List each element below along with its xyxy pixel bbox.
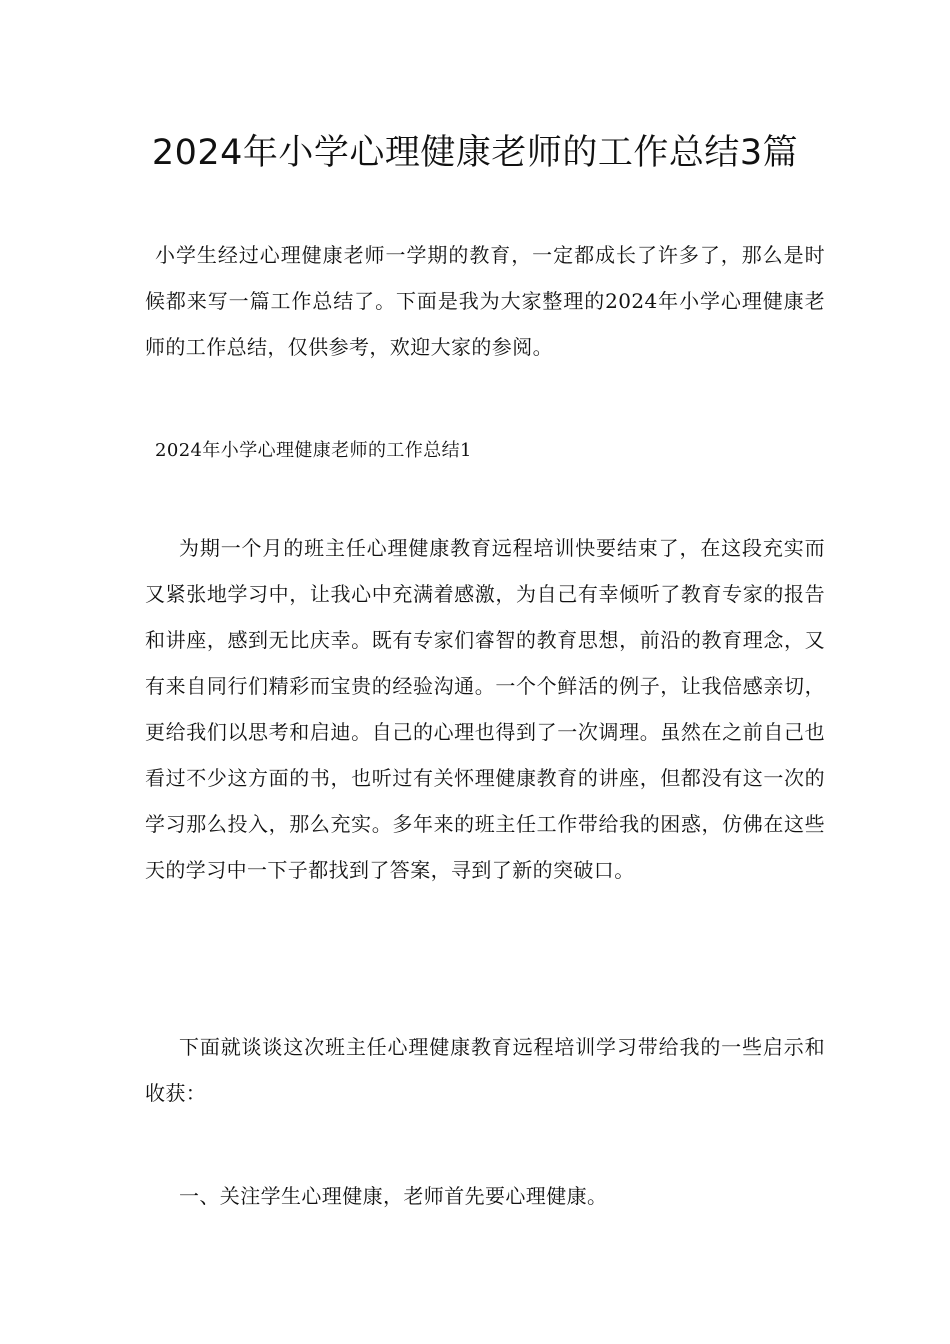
section-heading: 2024年小学心理健康老师的工作总结1 [155,440,472,461]
document-title: 2024年小学心理健康老师的工作总结3篇 [151,133,799,173]
body-paragraph: 下面就谈谈这次班主任心理健康教育远程培训学习带给我的一些启示和收获： [145,1035,825,1105]
intro-paragraph: 小学生经过心理健康老师一学期的教育，一定都成长了许多了，那么是时候都来写一篇工作总结了。下面是我为大家整理的2024年小学心理健康老师的工作总结，仅供参考，欢迎大家的参阅。 [145,243,825,359]
body-paragraph: 为期一个月的班主任心理健康教育远程培训快要结束了，在这段充实而又紧张地学习中，让我心中充满着感激，为自己有幸倾听了教育专家的报告和讲座，感到无比庆幸。既有专家们睿智的教育思想，前沿的教育理念，又有来自同行们精彩而宝贵的经验沟通。一个个鲜活的例子，让我倍感亲切，更给我们以思考和启迪。自己的心理也得到了一次调理。虽然在之前自己也看过不少这方面的书，也听过有关怀理健康教育的讲座，但都没有这一次的学习那么投入，那么充实。多年来的班主任工作带给我的困惑，仿佛在这些天的学习中一下子都找到了答案，寻到了新的突破口。 [145,536,825,882]
point-heading: 一、关注学生心理健康，老师首先要心理健康。 [179,1184,608,1208]
